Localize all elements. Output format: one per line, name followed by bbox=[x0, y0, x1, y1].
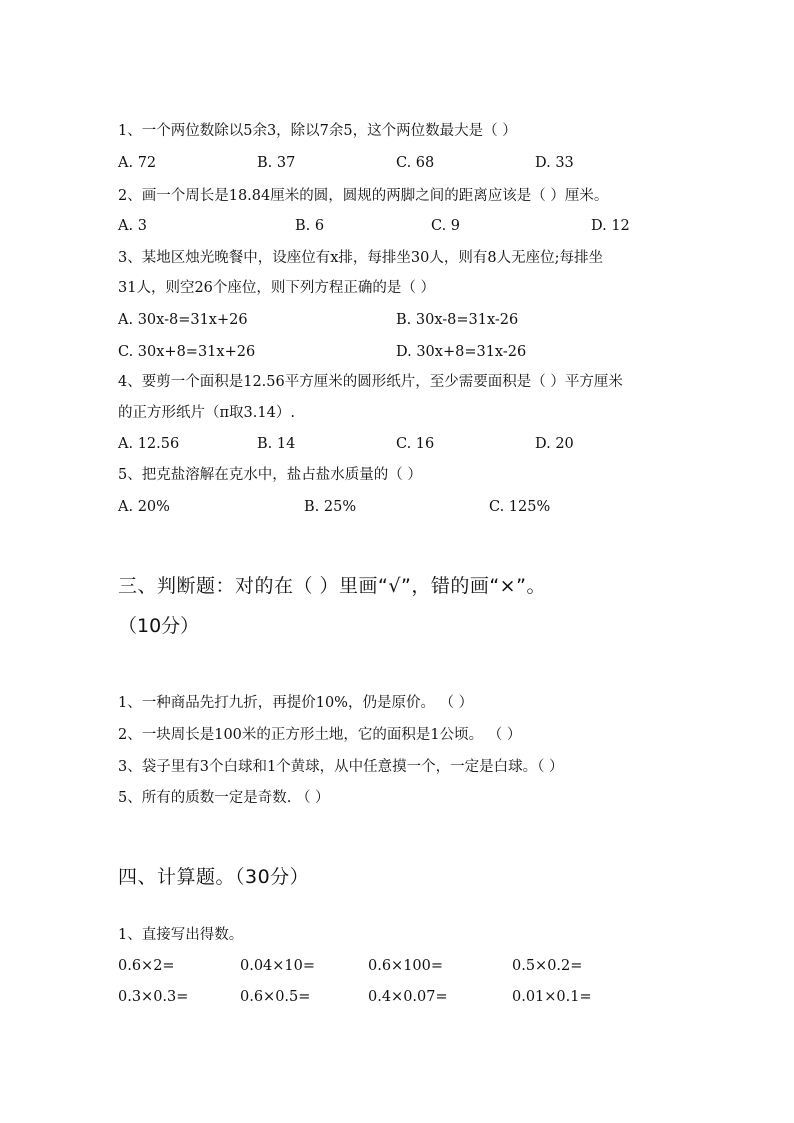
question-5-option-c: C. 125% bbox=[489, 499, 551, 515]
question-3-option-b: B. 30x-8=31x-26 bbox=[396, 312, 519, 328]
calc-item: 0.6×2= bbox=[118, 958, 175, 974]
section-3-heading: 三、判断题：对的在（ ）里画“√”，错的画“×”。 bbox=[118, 575, 546, 597]
question-3-option-a: A. 30x-8=31x+26 bbox=[118, 312, 248, 328]
question-2-text: 2、画一个周长是18.84厘米的圆，圆规的两脚之间的距离应该是（ ）厘米。 bbox=[118, 188, 609, 204]
question-3-option-d: D. 30x+8=31x-26 bbox=[396, 344, 527, 360]
judgement-item-4: 5、所有的质数一定是奇数. （ ） bbox=[118, 790, 330, 806]
question-1-text: 1、一个两位数除以5余3，除以7余5，这个两位数最大是（ ） bbox=[118, 123, 517, 139]
judgement-item-1: 1、一种商品先打九折，再提价10%，仍是原价。 （ ） bbox=[118, 695, 474, 711]
question-1-option-a: A. 72 bbox=[118, 155, 157, 171]
question-5-text: 5、把克盐溶解在克水中，盐占盐水质量的（ ） bbox=[118, 467, 422, 483]
calc-question-1: 1、直接写出得数。 bbox=[118, 927, 244, 943]
question-4-text-line1: 4、要剪一个面积是12.56平方厘米的圆形纸片，至少需要面积是（ ）平方厘米 bbox=[118, 374, 623, 390]
judgement-item-2: 2、一块周长是100米的正方形土地，它的面积是1公顷。 （ ） bbox=[118, 727, 522, 743]
calc-item: 0.5×0.2= bbox=[512, 958, 583, 974]
question-2-option-d: D. 12 bbox=[591, 218, 630, 234]
question-4-option-c: C. 16 bbox=[396, 436, 435, 452]
calc-item: 0.3×0.3= bbox=[118, 989, 189, 1005]
calc-item: 0.01×0.1= bbox=[512, 989, 592, 1005]
question-1-option-d: D. 33 bbox=[535, 155, 574, 171]
question-4-option-d: D. 20 bbox=[535, 436, 574, 452]
question-3-option-c: C. 30x+8=31x+26 bbox=[118, 344, 256, 360]
question-4-option-b: B. 14 bbox=[257, 436, 296, 452]
question-5-option-a: A. 20% bbox=[118, 499, 170, 515]
calc-item: 0.04×10= bbox=[240, 958, 316, 974]
question-3-text-line2: 31人，则空26个座位，则下列方程正确的是（ ） bbox=[118, 280, 436, 296]
section-4-heading: 四、计算题。（30分） bbox=[118, 866, 310, 888]
question-1-option-c: C. 68 bbox=[396, 155, 435, 171]
question-1-option-b: B. 37 bbox=[257, 155, 296, 171]
question-4-option-a: A. 12.56 bbox=[118, 436, 180, 452]
question-5-option-b: B. 25% bbox=[304, 499, 357, 515]
section-3-score: （10分） bbox=[118, 615, 200, 637]
question-2-option-c: C. 9 bbox=[431, 218, 461, 234]
calc-item: 0.4×0.07= bbox=[368, 989, 448, 1005]
question-3-text-line1: 3、某地区烛光晚餐中，设座位有x排，每排坐30人，则有8人无座位;每排坐 bbox=[118, 250, 603, 266]
calc-item: 0.6×100= bbox=[368, 958, 444, 974]
question-4-text-line2: 的正方形纸片（π取3.14）. bbox=[118, 405, 295, 421]
question-2-option-b: B. 6 bbox=[295, 218, 325, 234]
judgement-item-3: 3、袋子里有3个白球和1个黄球，从中任意摸一个，一定是白球。（ ） bbox=[118, 759, 564, 775]
calc-item: 0.6×0.5= bbox=[240, 989, 311, 1005]
question-2-option-a: A. 3 bbox=[118, 218, 147, 234]
